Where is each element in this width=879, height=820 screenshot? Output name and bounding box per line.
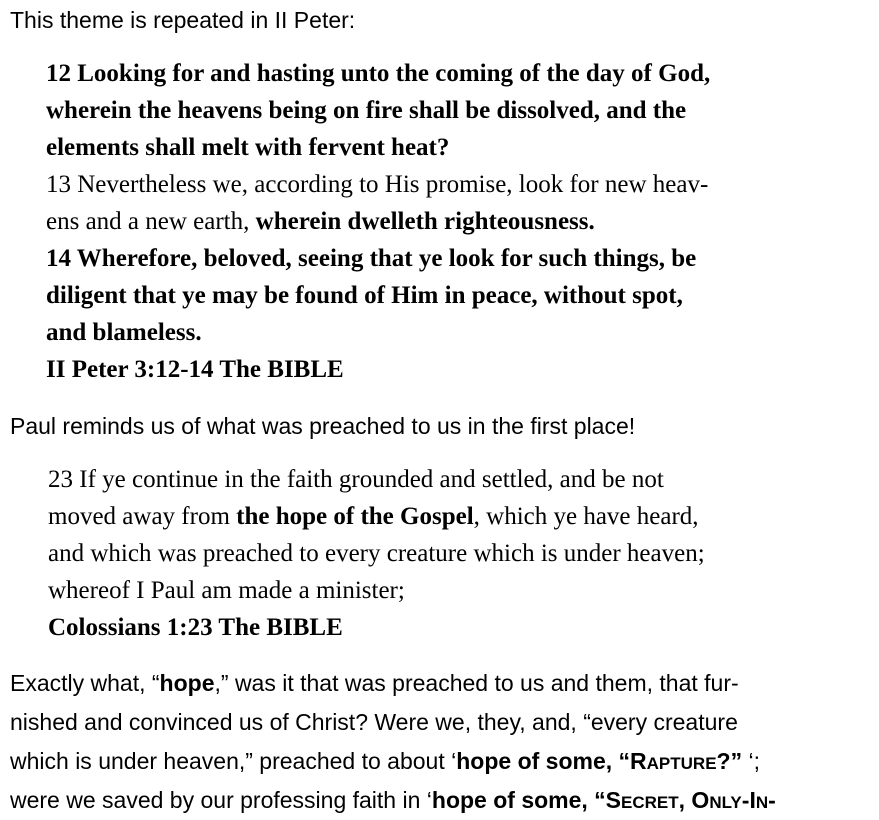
paragraph-text-1a: Exactly what, “ bbox=[10, 670, 160, 696]
secret-small-caps: ECRET bbox=[621, 793, 679, 812]
colossians-citation-text: Colossians 1:23 The BIBLE bbox=[48, 614, 343, 641]
peter-verse-13-line-1 bbox=[46, 166, 708, 203]
colossians-emphasis: the hope of the Gospel bbox=[236, 503, 474, 530]
paragraph-line-4 bbox=[10, 783, 776, 820]
intro-text-2 bbox=[10, 409, 635, 443]
peter-verse-12-line-2 bbox=[46, 92, 686, 129]
peter-verse-14-line-1 bbox=[46, 240, 696, 277]
peter-verse-14-line-2 bbox=[46, 277, 683, 314]
peter-verse-12-text-3: elements shall melt with fervent heat? bbox=[46, 134, 450, 161]
peter-verse-13-line-2 bbox=[46, 203, 595, 240]
peter-citation-text: II Peter 3:12-14 The BIBLE bbox=[46, 356, 344, 383]
colossians-line-1 bbox=[48, 461, 664, 498]
rapture-small-caps: APTURE bbox=[646, 754, 717, 773]
peter-verse-14-text-2: diligent that ye may be found of Him in peace, without spot, bbox=[46, 282, 683, 309]
rapture-emphasis-start: hope of some, “R bbox=[456, 748, 647, 774]
paragraph-text-3a: which is under heaven,” preached to about ‘ bbox=[10, 748, 457, 774]
peter-verse-13-text-1: 13 Nevertheless we, according to His promise, look for new heav- bbox=[46, 171, 709, 198]
colossians-text-2a: moved away from bbox=[48, 503, 237, 530]
intro-text-content: This theme is repeated in II Peter: bbox=[10, 7, 356, 33]
rapture-emphasis-end: ?” bbox=[716, 748, 743, 774]
intro-text-2-content: Paul reminds us of what was preached to us in the first place! bbox=[10, 413, 636, 439]
paragraph-hope-emphasis: hope bbox=[159, 670, 215, 696]
colossians-text-1: 23 If ye continue in the faith grounded and settled, and be not bbox=[48, 466, 664, 493]
peter-verse-14-line-3 bbox=[46, 314, 202, 351]
peter-verse-14-text-3: and blameless. bbox=[46, 319, 202, 346]
colossians-text-2c: , which ye have heard, bbox=[473, 503, 699, 530]
in-emphasis-end: - bbox=[768, 787, 776, 813]
only-emphasis-start: , O bbox=[678, 787, 710, 813]
paragraph-line-2 bbox=[10, 705, 738, 739]
colossians-text-3: and which was preached to every creature which is under heaven; bbox=[48, 540, 705, 567]
colossians-line-2 bbox=[48, 498, 699, 535]
paragraph-line-1 bbox=[10, 666, 739, 700]
paragraph-line-3 bbox=[10, 744, 760, 781]
secret-emphasis bbox=[432, 787, 776, 813]
peter-verse-12-text-1: 12 Looking for and hasting unto the coming of the day of God, bbox=[46, 60, 711, 87]
only-small-caps: NLY bbox=[709, 793, 742, 812]
paragraph-text-3e: ‘; bbox=[742, 748, 760, 774]
peter-verse-13-text-2a: ens and a new earth, bbox=[46, 208, 256, 235]
intro-text bbox=[10, 3, 355, 37]
paragraph-text-1c: ,” was it that was preached to us and them, that fur- bbox=[214, 670, 739, 696]
in-emphasis-start: -I bbox=[741, 787, 756, 813]
in-small-caps: N bbox=[755, 793, 769, 812]
peter-verse-13-emphasis: wherein dwelleth righteousness. bbox=[255, 208, 595, 235]
peter-citation bbox=[46, 351, 344, 388]
peter-verse-12-text-2: wherein the heavens being on fire shall be dissolved, and the bbox=[46, 97, 687, 124]
peter-verse-12-line-1 bbox=[46, 55, 710, 92]
paragraph-text-4a: were we saved by our professing faith in ‘ bbox=[10, 787, 432, 813]
colossians-line-3 bbox=[48, 535, 705, 572]
rapture-emphasis bbox=[456, 748, 742, 774]
paragraph-text-2: nished and convinced us of Christ? Were we, they, and, “every creature bbox=[10, 709, 738, 735]
secret-emphasis-start: hope of some, “S bbox=[431, 787, 622, 813]
colossians-citation bbox=[48, 609, 343, 646]
colossians-line-4 bbox=[48, 572, 405, 609]
colossians-text-4: whereof I Paul am made a minister; bbox=[48, 577, 405, 604]
peter-verse-14-text-1: 14 Wherefore, beloved, seeing that ye look for such things, be bbox=[46, 245, 697, 272]
peter-verse-12-line-3 bbox=[46, 129, 449, 166]
